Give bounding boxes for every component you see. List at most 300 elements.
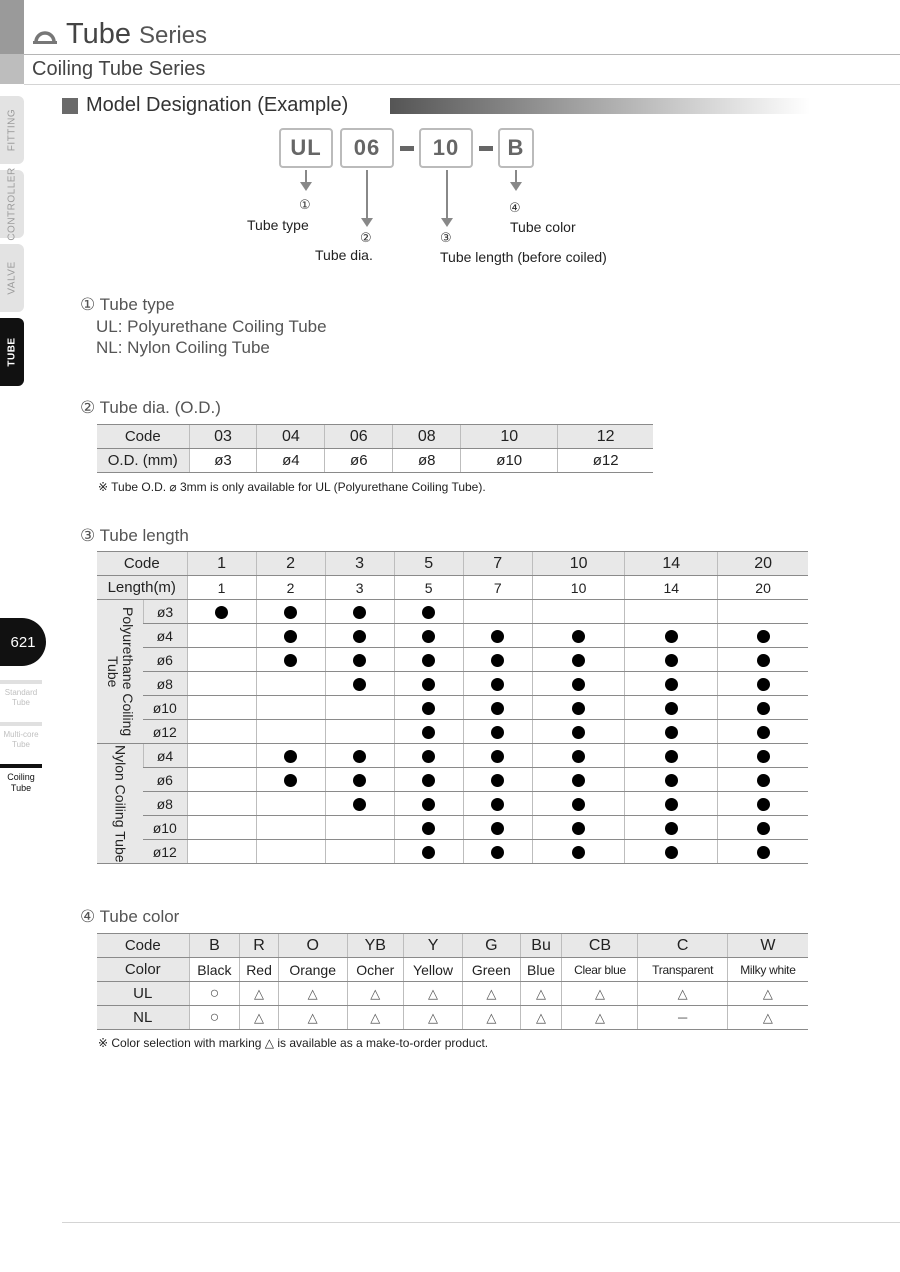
table-header-cell: Code bbox=[97, 425, 189, 449]
availability-cell bbox=[718, 696, 808, 720]
dia-code-cell: 06 bbox=[325, 425, 393, 449]
availability-cell bbox=[625, 696, 718, 720]
length-code-cell: 20 bbox=[718, 552, 808, 576]
available-dot-icon bbox=[353, 654, 366, 667]
available-dot-icon bbox=[665, 846, 678, 859]
code-dash bbox=[479, 146, 493, 151]
available-dot-icon bbox=[284, 654, 297, 667]
color-mark-cell: △ bbox=[240, 1006, 278, 1030]
available-dot-icon bbox=[284, 630, 297, 643]
tube-dia-cell: ø3 bbox=[143, 600, 187, 624]
color-name-cell: Transparent bbox=[638, 958, 727, 982]
color-nl-row bbox=[97, 1006, 808, 1030]
color-mark-cell: △ bbox=[727, 1006, 808, 1030]
length-value-cell: 14 bbox=[625, 576, 718, 600]
availability-cell bbox=[718, 720, 808, 744]
length-value-cell: 5 bbox=[394, 576, 463, 600]
availability-cell bbox=[463, 600, 532, 624]
available-dot-icon bbox=[572, 822, 585, 835]
arrow-head-4 bbox=[510, 182, 522, 191]
availability-cell bbox=[463, 624, 532, 648]
color-code-cell: O bbox=[278, 934, 347, 958]
availability-cell bbox=[463, 840, 532, 864]
available-dot-icon bbox=[422, 606, 435, 619]
table-header-cell: Color bbox=[97, 958, 189, 982]
availability-cell bbox=[394, 624, 463, 648]
tube-dia-heading: ② Tube dia. (O.D.) bbox=[80, 398, 221, 417]
length-code-cell: 7 bbox=[463, 552, 532, 576]
availability-cell bbox=[718, 744, 808, 768]
length-code-cell: 2 bbox=[256, 552, 325, 576]
availability-cell bbox=[532, 648, 625, 672]
arrow-head-3 bbox=[441, 218, 453, 227]
color-mark-cell: △ bbox=[520, 982, 562, 1006]
availability-cell bbox=[187, 768, 256, 792]
color-mark-cell: △ bbox=[463, 982, 521, 1006]
part-number-4: ④ bbox=[509, 200, 521, 215]
availability-cell bbox=[532, 672, 625, 696]
tube-dia-cell: ø6 bbox=[143, 768, 187, 792]
available-dot-icon bbox=[422, 822, 435, 835]
available-dot-icon bbox=[757, 822, 770, 835]
tube-group-label: Polyurethane Coiling Tube bbox=[97, 600, 143, 744]
availability-cell bbox=[394, 600, 463, 624]
dia-od-cell: ø6 bbox=[325, 449, 393, 473]
color-code-cell: Y bbox=[403, 934, 462, 958]
color-ul-row bbox=[97, 982, 808, 1006]
availability-cell bbox=[187, 744, 256, 768]
availability-cell bbox=[532, 696, 625, 720]
available-dot-icon bbox=[757, 774, 770, 787]
dia-code-cell: 04 bbox=[257, 425, 325, 449]
availability-cell bbox=[625, 600, 718, 624]
side-link-standard-tube[interactable]: Standard Tube bbox=[0, 680, 42, 708]
available-dot-icon bbox=[665, 774, 678, 787]
dia-code-cell: 03 bbox=[189, 425, 257, 449]
availability-cell bbox=[256, 696, 325, 720]
availability-cell bbox=[625, 648, 718, 672]
footer-divider bbox=[62, 1222, 900, 1223]
tube-color-note: ※ Color selection with marking △ is available as a make-to-order product. bbox=[98, 1036, 489, 1050]
availability-cell bbox=[625, 816, 718, 840]
available-dot-icon bbox=[491, 822, 504, 835]
availability-cell bbox=[187, 720, 256, 744]
color-mark-cell: ─ bbox=[638, 1006, 727, 1030]
availability-cell bbox=[394, 840, 463, 864]
color-mark-cell: △ bbox=[403, 1006, 462, 1030]
part-label-tube-type: Tube type bbox=[247, 217, 309, 233]
code-dash bbox=[400, 146, 414, 151]
color-code-cell: Bu bbox=[520, 934, 562, 958]
tube-color-table bbox=[97, 933, 808, 1030]
tube-dia-cell: ø10 bbox=[143, 816, 187, 840]
availability-cell bbox=[463, 720, 532, 744]
side-tab-valve[interactable]: VALVE bbox=[0, 244, 24, 312]
table-header-cell: O.D. (mm) bbox=[97, 449, 189, 473]
color-code-cell: R bbox=[240, 934, 278, 958]
arrow-line-1 bbox=[305, 170, 307, 182]
section-title: Model Designation (Example) bbox=[86, 94, 349, 116]
color-mark-cell: △ bbox=[562, 982, 638, 1006]
header-accent-block bbox=[0, 0, 24, 54]
available-dot-icon bbox=[572, 630, 585, 643]
available-dot-icon bbox=[422, 654, 435, 667]
table-header-cell: Code bbox=[97, 552, 187, 576]
color-mark-cell: △ bbox=[520, 1006, 562, 1030]
available-dot-icon bbox=[665, 726, 678, 739]
availability-cell bbox=[394, 816, 463, 840]
available-dot-icon bbox=[757, 702, 770, 715]
tube-ring-icon bbox=[32, 23, 58, 45]
available-dot-icon bbox=[422, 726, 435, 739]
available-dot-icon bbox=[572, 750, 585, 763]
availability-cell bbox=[718, 816, 808, 840]
availability-cell bbox=[325, 768, 394, 792]
page-subtitle: Coiling Tube Series bbox=[32, 58, 206, 80]
color-name-cell: Orange bbox=[278, 958, 347, 982]
color-name-cell: Black bbox=[189, 958, 240, 982]
available-dot-icon bbox=[284, 750, 297, 763]
arrow-line-4 bbox=[515, 170, 517, 182]
availability-cell bbox=[187, 696, 256, 720]
section-gradient-bar bbox=[390, 98, 810, 114]
color-name-cell: Blue bbox=[520, 958, 562, 982]
part-label-tube-dia: Tube dia. bbox=[315, 247, 373, 263]
color-mark-cell: △ bbox=[638, 982, 727, 1006]
tube-type-heading: ① Tube type bbox=[80, 295, 175, 314]
available-dot-icon bbox=[757, 750, 770, 763]
availability-cell bbox=[394, 672, 463, 696]
color-name-cell: Milky white bbox=[727, 958, 808, 982]
code-box-tube-color: B bbox=[498, 128, 534, 168]
header-accent-block-lower bbox=[0, 54, 24, 84]
color-name-cell: Clear blue bbox=[562, 958, 638, 982]
availability-cell bbox=[187, 600, 256, 624]
available-dot-icon bbox=[572, 654, 585, 667]
availability-cell bbox=[532, 792, 625, 816]
available-dot-icon bbox=[757, 654, 770, 667]
dia-od-cell: ø12 bbox=[558, 449, 653, 473]
color-name-cell: Red bbox=[240, 958, 278, 982]
length-availability-row bbox=[97, 720, 808, 744]
length-availability-row bbox=[97, 840, 808, 864]
tube-dia-table bbox=[97, 424, 653, 473]
length-value-cell: 7 bbox=[463, 576, 532, 600]
length-availability-row bbox=[97, 600, 808, 624]
table-header-cell: UL bbox=[97, 982, 189, 1006]
availability-cell bbox=[625, 768, 718, 792]
table-header-cell: Length(m) bbox=[97, 576, 187, 600]
availability-cell bbox=[394, 648, 463, 672]
arrow-head-2 bbox=[361, 218, 373, 227]
color-mark-cell: △ bbox=[463, 1006, 521, 1030]
length-availability-row bbox=[97, 672, 808, 696]
length-value-cell: 10 bbox=[532, 576, 625, 600]
availability-cell bbox=[256, 792, 325, 816]
length-availability-row bbox=[97, 816, 808, 840]
available-dot-icon bbox=[572, 846, 585, 859]
available-dot-icon bbox=[422, 774, 435, 787]
color-name-cell: Green bbox=[463, 958, 521, 982]
available-dot-icon bbox=[491, 702, 504, 715]
dia-od-cell: ø4 bbox=[257, 449, 325, 473]
available-dot-icon bbox=[572, 774, 585, 787]
length-code-cell: 1 bbox=[187, 552, 256, 576]
available-dot-icon bbox=[491, 774, 504, 787]
length-availability-row bbox=[97, 648, 808, 672]
length-availability-row bbox=[97, 696, 808, 720]
color-code-cell: W bbox=[727, 934, 808, 958]
length-code-row bbox=[97, 552, 808, 576]
available-dot-icon bbox=[353, 630, 366, 643]
available-dot-icon bbox=[422, 630, 435, 643]
availability-cell bbox=[718, 840, 808, 864]
tube-dia-cell: ø4 bbox=[143, 744, 187, 768]
arrow-line-2 bbox=[366, 170, 368, 218]
availability-cell bbox=[394, 720, 463, 744]
side-link-coiling-tube[interactable]: Coiling Tube bbox=[0, 764, 42, 794]
available-dot-icon bbox=[665, 750, 678, 763]
available-dot-icon bbox=[572, 798, 585, 811]
available-dot-icon bbox=[422, 678, 435, 691]
availability-cell bbox=[394, 696, 463, 720]
available-dot-icon bbox=[422, 798, 435, 811]
availability-cell bbox=[187, 840, 256, 864]
available-dot-icon bbox=[422, 846, 435, 859]
availability-cell bbox=[532, 768, 625, 792]
code-box-tube-dia: 06 bbox=[340, 128, 394, 168]
availability-cell bbox=[256, 624, 325, 648]
availability-cell bbox=[463, 648, 532, 672]
availability-cell bbox=[463, 816, 532, 840]
available-dot-icon bbox=[491, 750, 504, 763]
available-dot-icon bbox=[572, 726, 585, 739]
available-dot-icon bbox=[215, 606, 228, 619]
part-number-2: ② bbox=[360, 230, 372, 245]
availability-cell bbox=[325, 600, 394, 624]
color-mark-cell: △ bbox=[403, 982, 462, 1006]
availability-cell bbox=[625, 624, 718, 648]
tube-dia-cell: ø10 bbox=[143, 696, 187, 720]
availability-cell bbox=[532, 744, 625, 768]
color-mark-cell: ○ bbox=[189, 1006, 240, 1030]
side-tab-tube[interactable]: TUBE bbox=[0, 318, 24, 386]
color-mark-cell: ○ bbox=[189, 982, 240, 1006]
available-dot-icon bbox=[665, 654, 678, 667]
availability-cell bbox=[463, 768, 532, 792]
available-dot-icon bbox=[757, 726, 770, 739]
available-dot-icon bbox=[665, 702, 678, 715]
availability-cell bbox=[394, 768, 463, 792]
availability-cell bbox=[256, 816, 325, 840]
availability-cell bbox=[532, 720, 625, 744]
header-divider bbox=[24, 54, 900, 55]
available-dot-icon bbox=[284, 606, 297, 619]
availability-cell bbox=[394, 792, 463, 816]
arrow-line-3 bbox=[446, 170, 448, 218]
availability-cell bbox=[463, 792, 532, 816]
series-sub-title: Series bbox=[139, 22, 208, 49]
code-box-tube-length: 10 bbox=[419, 128, 473, 168]
tube-dia-note: ※ Tube O.D. ⌀ 3mm is only available for UL (Polyurethane Coiling Tube). bbox=[98, 480, 486, 494]
code-box-tube-type: UL bbox=[279, 128, 333, 168]
availability-cell bbox=[325, 648, 394, 672]
available-dot-icon bbox=[665, 822, 678, 835]
tube-dia-cell: ø4 bbox=[143, 624, 187, 648]
tube-dia-cell: ø8 bbox=[143, 792, 187, 816]
part-label-tube-length: Tube length (before coiled) bbox=[440, 249, 607, 265]
color-mark-cell: △ bbox=[347, 982, 403, 1006]
section-header bbox=[62, 94, 348, 117]
part-number-3: ③ bbox=[440, 230, 452, 245]
availability-cell bbox=[256, 840, 325, 864]
part-number-1: ① bbox=[299, 197, 311, 212]
availability-cell bbox=[256, 720, 325, 744]
availability-cell bbox=[532, 600, 625, 624]
availability-cell bbox=[625, 840, 718, 864]
availability-cell bbox=[718, 624, 808, 648]
availability-cell bbox=[325, 624, 394, 648]
available-dot-icon bbox=[491, 678, 504, 691]
availability-cell bbox=[325, 840, 394, 864]
availability-cell bbox=[325, 816, 394, 840]
available-dot-icon bbox=[491, 654, 504, 667]
available-dot-icon bbox=[757, 798, 770, 811]
tube-group-label: Nylon Coiling Tube bbox=[97, 744, 143, 864]
tube-dia-cell: ø12 bbox=[143, 720, 187, 744]
length-availability-row bbox=[97, 792, 808, 816]
color-code-cell: G bbox=[463, 934, 521, 958]
availability-cell bbox=[325, 720, 394, 744]
availability-cell bbox=[325, 672, 394, 696]
length-code-cell: 14 bbox=[625, 552, 718, 576]
availability-cell bbox=[532, 840, 625, 864]
length-code-cell: 3 bbox=[325, 552, 394, 576]
color-mark-cell: △ bbox=[347, 1006, 403, 1030]
available-dot-icon bbox=[353, 606, 366, 619]
tube-dia-cell: ø12 bbox=[143, 840, 187, 864]
length-availability-row bbox=[97, 744, 808, 768]
page-number: 621 bbox=[0, 618, 46, 666]
availability-cell bbox=[718, 768, 808, 792]
available-dot-icon bbox=[353, 798, 366, 811]
tube-length-table bbox=[97, 551, 808, 864]
arrow-head-1 bbox=[300, 182, 312, 191]
availability-cell bbox=[718, 672, 808, 696]
availability-cell bbox=[256, 768, 325, 792]
color-mark-cell: △ bbox=[562, 1006, 638, 1030]
available-dot-icon bbox=[665, 798, 678, 811]
series-main-title: Tube bbox=[66, 18, 132, 50]
dia-od-cell: ø10 bbox=[461, 449, 558, 473]
availability-cell bbox=[325, 696, 394, 720]
length-value-cell: 1 bbox=[187, 576, 256, 600]
table-header-cell: Code bbox=[97, 934, 189, 958]
dia-od-cell: ø3 bbox=[189, 449, 257, 473]
tube-dia-code-row bbox=[97, 425, 653, 449]
availability-cell bbox=[256, 600, 325, 624]
availability-cell bbox=[532, 624, 625, 648]
available-dot-icon bbox=[422, 750, 435, 763]
available-dot-icon bbox=[491, 798, 504, 811]
dia-code-cell: 12 bbox=[558, 425, 653, 449]
tube-dia-cell: ø8 bbox=[143, 672, 187, 696]
availability-cell bbox=[463, 744, 532, 768]
color-mark-cell: △ bbox=[278, 1006, 347, 1030]
side-tab-controller[interactable]: CONTROLLER bbox=[0, 170, 24, 238]
side-tab-fitting[interactable]: FITTING bbox=[0, 96, 24, 164]
section-square-icon bbox=[62, 98, 78, 114]
length-availability-row bbox=[97, 768, 808, 792]
availability-cell bbox=[718, 792, 808, 816]
color-code-row bbox=[97, 934, 808, 958]
available-dot-icon bbox=[572, 702, 585, 715]
color-code-cell: YB bbox=[347, 934, 403, 958]
availability-cell bbox=[187, 816, 256, 840]
availability-cell bbox=[625, 672, 718, 696]
available-dot-icon bbox=[422, 702, 435, 715]
availability-cell bbox=[187, 792, 256, 816]
availability-cell bbox=[187, 672, 256, 696]
series-title bbox=[32, 18, 207, 51]
available-dot-icon bbox=[491, 726, 504, 739]
color-mark-cell: △ bbox=[278, 982, 347, 1006]
available-dot-icon bbox=[757, 678, 770, 691]
tube-dia-od-row bbox=[97, 449, 653, 473]
availability-cell bbox=[463, 696, 532, 720]
color-name-cell: Ocher bbox=[347, 958, 403, 982]
availability-cell bbox=[187, 648, 256, 672]
color-mark-cell: △ bbox=[240, 982, 278, 1006]
availability-cell bbox=[625, 792, 718, 816]
availability-cell bbox=[718, 648, 808, 672]
length-code-cell: 10 bbox=[532, 552, 625, 576]
tube-dia-cell: ø6 bbox=[143, 648, 187, 672]
side-link-multi-core-tube[interactable]: Multi-core Tube bbox=[0, 722, 42, 750]
available-dot-icon bbox=[665, 678, 678, 691]
tube-length-heading: ③ Tube length bbox=[80, 526, 189, 545]
tube-type-line: UL: Polyurethane Coiling Tube bbox=[96, 317, 327, 336]
color-name-cell: Yellow bbox=[403, 958, 462, 982]
availability-cell bbox=[256, 744, 325, 768]
availability-cell bbox=[625, 720, 718, 744]
available-dot-icon bbox=[353, 774, 366, 787]
length-value-cell: 20 bbox=[718, 576, 808, 600]
available-dot-icon bbox=[491, 846, 504, 859]
available-dot-icon bbox=[572, 678, 585, 691]
tube-color-heading: ④ Tube color bbox=[80, 907, 180, 926]
availability-cell bbox=[625, 744, 718, 768]
length-value-cell: 3 bbox=[325, 576, 394, 600]
available-dot-icon bbox=[757, 630, 770, 643]
availability-cell bbox=[532, 816, 625, 840]
available-dot-icon bbox=[757, 846, 770, 859]
availability-cell bbox=[718, 600, 808, 624]
availability-cell bbox=[325, 792, 394, 816]
availability-cell bbox=[256, 648, 325, 672]
length-value-cell: 2 bbox=[256, 576, 325, 600]
available-dot-icon bbox=[284, 774, 297, 787]
table-header-cell: NL bbox=[97, 1006, 189, 1030]
availability-cell bbox=[394, 744, 463, 768]
dia-code-cell: 08 bbox=[393, 425, 461, 449]
availability-cell bbox=[256, 672, 325, 696]
length-m-row bbox=[97, 576, 808, 600]
availability-cell bbox=[463, 672, 532, 696]
subheader-divider bbox=[24, 84, 900, 85]
available-dot-icon bbox=[665, 630, 678, 643]
available-dot-icon bbox=[353, 750, 366, 763]
